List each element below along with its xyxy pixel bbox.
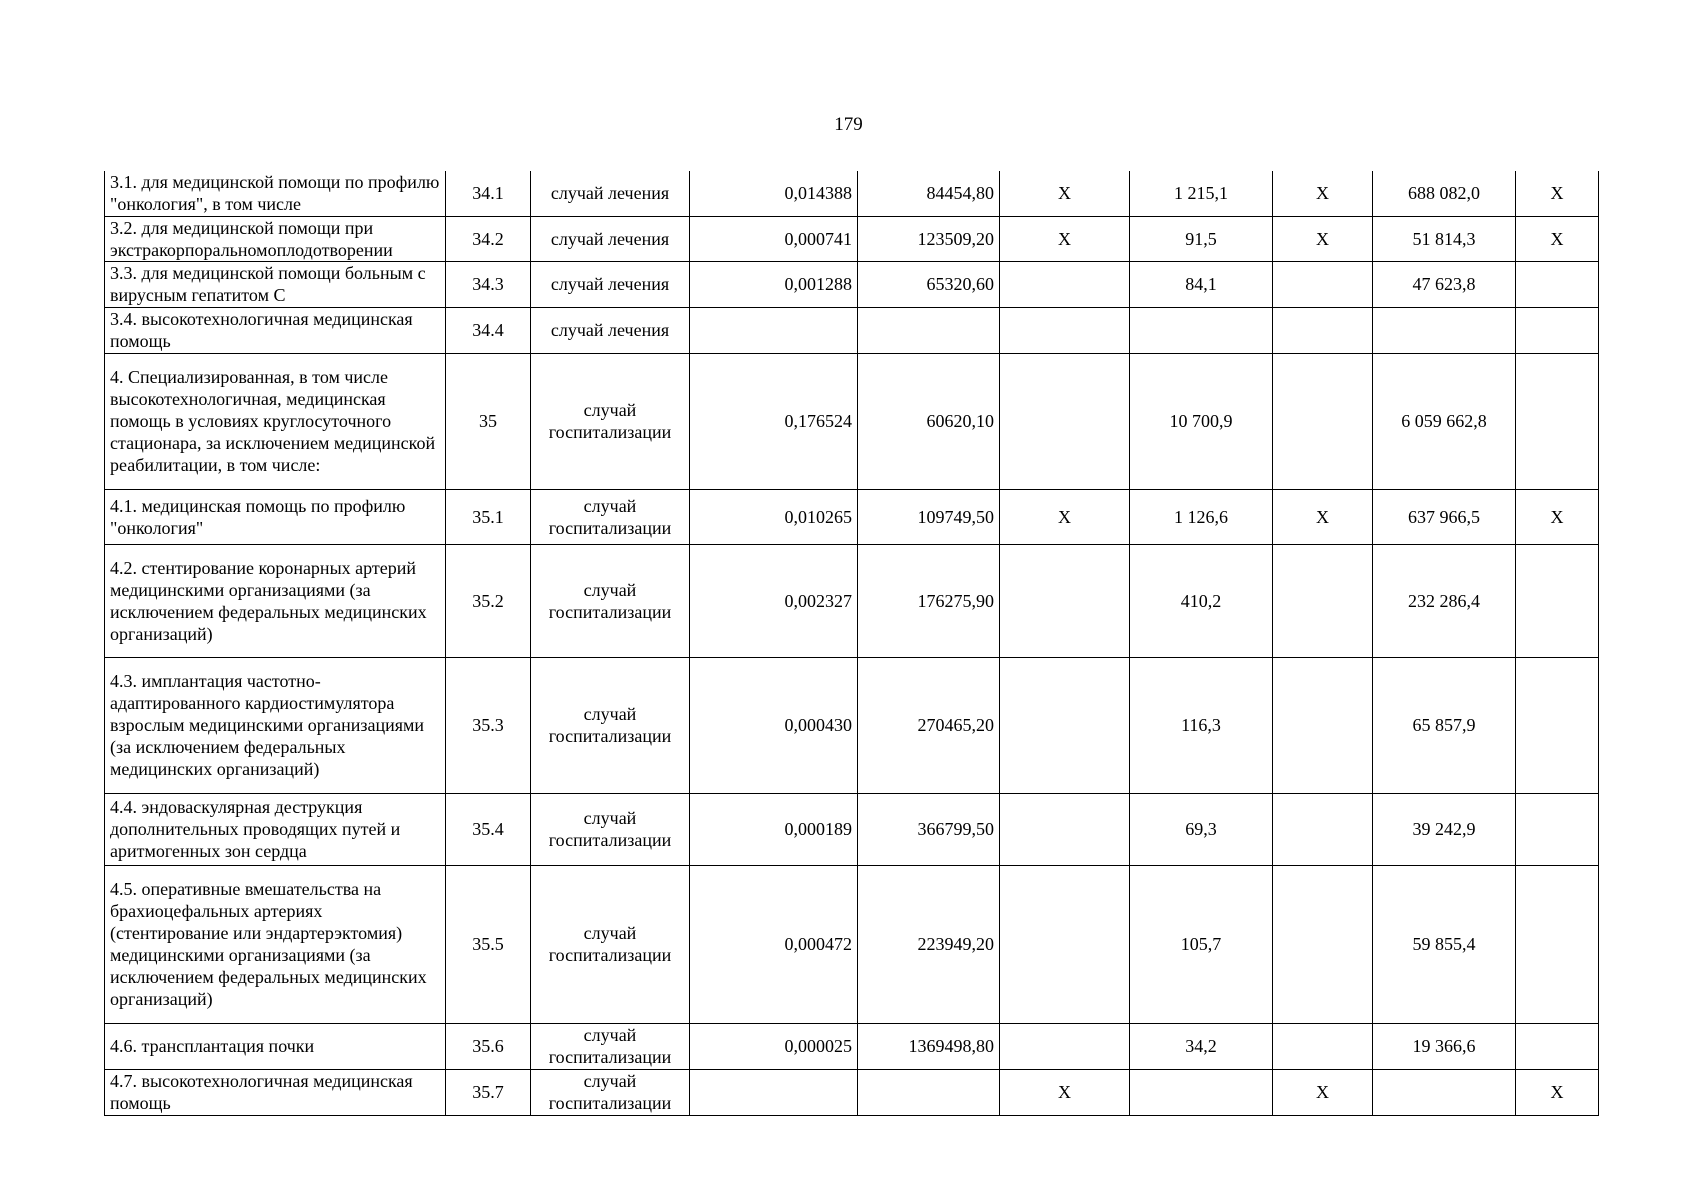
row-value-2: 688 082,0: [1373, 171, 1516, 216]
row-x-mark-3: [1516, 544, 1599, 657]
row-name: 3.1. для медицинской помощи по профилю "онкология", в том числе: [105, 171, 446, 216]
table-row: [105, 353, 1599, 489]
row-x-mark-3: Х: [1516, 216, 1599, 261]
row-cost: 84454,80: [858, 171, 1000, 216]
row-cost: [858, 307, 1000, 353]
row-name: 4.3. имплантация частотно-адаптированного кардиостимулятора взрослым медицинскими организациями (за исключением федеральных медицинских организаций): [105, 657, 446, 793]
row-x-mark-2: [1273, 353, 1373, 489]
row-x-mark-1: [1000, 353, 1130, 489]
row-norm: 0,000741: [690, 216, 858, 261]
row-norm: 0,010265: [690, 489, 858, 544]
row-x-mark-1: Х: [1000, 489, 1130, 544]
row-value-1: 1 215,1: [1130, 171, 1273, 216]
row-name: 4.5. оперативные вмешательства на брахиоцефальных артериях (стентирование или эндартерэктомия) медицинскими организациями (за исключением федеральных медицинских организаций): [105, 865, 446, 1023]
row-x-mark-1: [1000, 865, 1130, 1023]
row-value-2: 6 059 662,8: [1373, 353, 1516, 489]
row-x-mark-2: [1273, 793, 1373, 865]
row-x-mark-1: Х: [1000, 1069, 1130, 1115]
row-x-mark-1: Х: [1000, 216, 1130, 261]
table-row: [105, 544, 1599, 657]
row-code: 35.3: [446, 657, 531, 793]
row-x-mark-1: [1000, 793, 1130, 865]
row-x-mark-2: [1273, 865, 1373, 1023]
row-cost: 123509,20: [858, 216, 1000, 261]
row-x-mark-2: Х: [1273, 1069, 1373, 1115]
row-value-2: 65 857,9: [1373, 657, 1516, 793]
row-code: 35.6: [446, 1023, 531, 1069]
row-value-2: 637 966,5: [1373, 489, 1516, 544]
row-name: 3.3. для медицинской помощи больным с вирусным гепатитом С: [105, 261, 446, 307]
row-norm: [690, 307, 858, 353]
row-value-1: 10 700,9: [1130, 353, 1273, 489]
row-x-mark-2: [1273, 261, 1373, 307]
table-row: [105, 865, 1599, 1023]
row-norm: 0,014388: [690, 171, 858, 216]
page-number: 179: [834, 114, 863, 135]
row-name: 4. Специализированная, в том числе высокотехнологичная, медицинская помощь в условиях круглосуточного стационара, за исключением медицинской реабилитации, в том числе:: [105, 353, 446, 489]
row-norm: 0,176524: [690, 353, 858, 489]
row-x-mark-3: [1516, 261, 1599, 307]
row-x-mark-3: Х: [1516, 489, 1599, 544]
row-unit: случай лечения: [531, 307, 690, 353]
row-value-2: [1373, 307, 1516, 353]
row-norm: 0,000025: [690, 1023, 858, 1069]
row-code: 35.7: [446, 1069, 531, 1115]
row-code: 35: [446, 353, 531, 489]
row-value-1: 116,3: [1130, 657, 1273, 793]
row-x-mark-1: [1000, 544, 1130, 657]
row-value-2: 19 366,6: [1373, 1023, 1516, 1069]
row-code: 35.2: [446, 544, 531, 657]
row-norm: [690, 1069, 858, 1115]
table-row: [105, 793, 1599, 865]
row-value-1: 84,1: [1130, 261, 1273, 307]
row-value-1: 34,2: [1130, 1023, 1273, 1069]
row-value-2: 47 623,8: [1373, 261, 1516, 307]
row-value-1: 91,5: [1130, 216, 1273, 261]
row-name: 3.2. для медицинской помощи при экстракорпоральномоплодотворении: [105, 216, 446, 261]
row-value-1: [1130, 307, 1273, 353]
row-value-1: 105,7: [1130, 865, 1273, 1023]
row-code: 35.1: [446, 489, 531, 544]
table-row: [105, 1069, 1599, 1115]
row-x-mark-3: [1516, 353, 1599, 489]
row-x-mark-1: [1000, 261, 1130, 307]
row-unit: случай лечения: [531, 261, 690, 307]
row-value-1: 410,2: [1130, 544, 1273, 657]
row-x-mark-3: Х: [1516, 1069, 1599, 1115]
row-x-mark-2: Х: [1273, 171, 1373, 216]
row-cost: 176275,90: [858, 544, 1000, 657]
row-x-mark-3: [1516, 793, 1599, 865]
row-value-2: 39 242,9: [1373, 793, 1516, 865]
row-name: 3.4. высокотехнологичная медицинская помощь: [105, 307, 446, 353]
row-cost: 223949,20: [858, 865, 1000, 1023]
row-code: 35.4: [446, 793, 531, 865]
row-value-1: [1130, 1069, 1273, 1115]
row-code: 34.1: [446, 171, 531, 216]
row-name: 4.1. медицинская помощь по профилю "онкология": [105, 489, 446, 544]
row-unit: случай госпитализации: [531, 544, 690, 657]
table-row: [105, 307, 1599, 353]
row-norm: 0,000430: [690, 657, 858, 793]
row-unit: случай лечения: [531, 171, 690, 216]
row-cost: 65320,60: [858, 261, 1000, 307]
row-unit: случай госпитализации: [531, 657, 690, 793]
row-cost: 60620,10: [858, 353, 1000, 489]
row-x-mark-2: Х: [1273, 216, 1373, 261]
row-norm: 0,002327: [690, 544, 858, 657]
row-cost: 366799,50: [858, 793, 1000, 865]
row-unit: случай госпитализации: [531, 353, 690, 489]
row-x-mark-2: [1273, 544, 1373, 657]
row-unit: случай госпитализации: [531, 489, 690, 544]
table-row: [105, 261, 1599, 307]
row-x-mark-1: Х: [1000, 171, 1130, 216]
table-row: [105, 1023, 1599, 1069]
row-unit: случай госпитализации: [531, 865, 690, 1023]
row-x-mark-3: [1516, 1023, 1599, 1069]
row-x-mark-3: [1516, 865, 1599, 1023]
row-unit: случай госпитализации: [531, 793, 690, 865]
row-x-mark-1: [1000, 657, 1130, 793]
row-norm: 0,000472: [690, 865, 858, 1023]
row-code: 34.2: [446, 216, 531, 261]
row-x-mark-1: [1000, 307, 1130, 353]
row-name: 4.6. трансплантация почки: [105, 1023, 446, 1069]
row-cost: 109749,50: [858, 489, 1000, 544]
row-name: 4.2. стентирование коронарных артерий медицинскими организациями (за исключением федеральных медицинских организаций): [105, 544, 446, 657]
row-unit: случай госпитализации: [531, 1069, 690, 1115]
row-cost: 270465,20: [858, 657, 1000, 793]
row-x-mark-3: [1516, 657, 1599, 793]
table-row: [105, 489, 1599, 544]
row-value-2: 59 855,4: [1373, 865, 1516, 1023]
table-row: [105, 657, 1599, 793]
row-code: 34.4: [446, 307, 531, 353]
row-x-mark-2: [1273, 1023, 1373, 1069]
row-value-2: 51 814,3: [1373, 216, 1516, 261]
row-x-mark-1: [1000, 1023, 1130, 1069]
row-x-mark-2: [1273, 307, 1373, 353]
row-value-2: [1373, 1069, 1516, 1115]
row-value-1: 69,3: [1130, 793, 1273, 865]
row-code: 35.5: [446, 865, 531, 1023]
row-x-mark-3: Х: [1516, 171, 1599, 216]
row-cost: [858, 1069, 1000, 1115]
row-name: 4.4. эндоваскулярная деструкция дополнительных проводящих путей и аритмогенных зон сердца: [105, 793, 446, 865]
row-x-mark-2: Х: [1273, 489, 1373, 544]
row-unit: случай лечения: [531, 216, 690, 261]
table-row: [105, 171, 1599, 216]
row-cost: 1369498,80: [858, 1023, 1000, 1069]
row-value-2: 232 286,4: [1373, 544, 1516, 657]
row-unit: случай госпитализации: [531, 1023, 690, 1069]
row-value-1: 1 126,6: [1130, 489, 1273, 544]
row-norm: 0,001288: [690, 261, 858, 307]
table-row: [105, 216, 1599, 261]
row-x-mark-3: [1516, 307, 1599, 353]
row-code: 34.3: [446, 261, 531, 307]
row-x-mark-2: [1273, 657, 1373, 793]
row-name: 4.7. высокотехнологичная медицинская помощь: [105, 1069, 446, 1115]
financing-table: [104, 171, 1599, 1116]
row-norm: 0,000189: [690, 793, 858, 865]
